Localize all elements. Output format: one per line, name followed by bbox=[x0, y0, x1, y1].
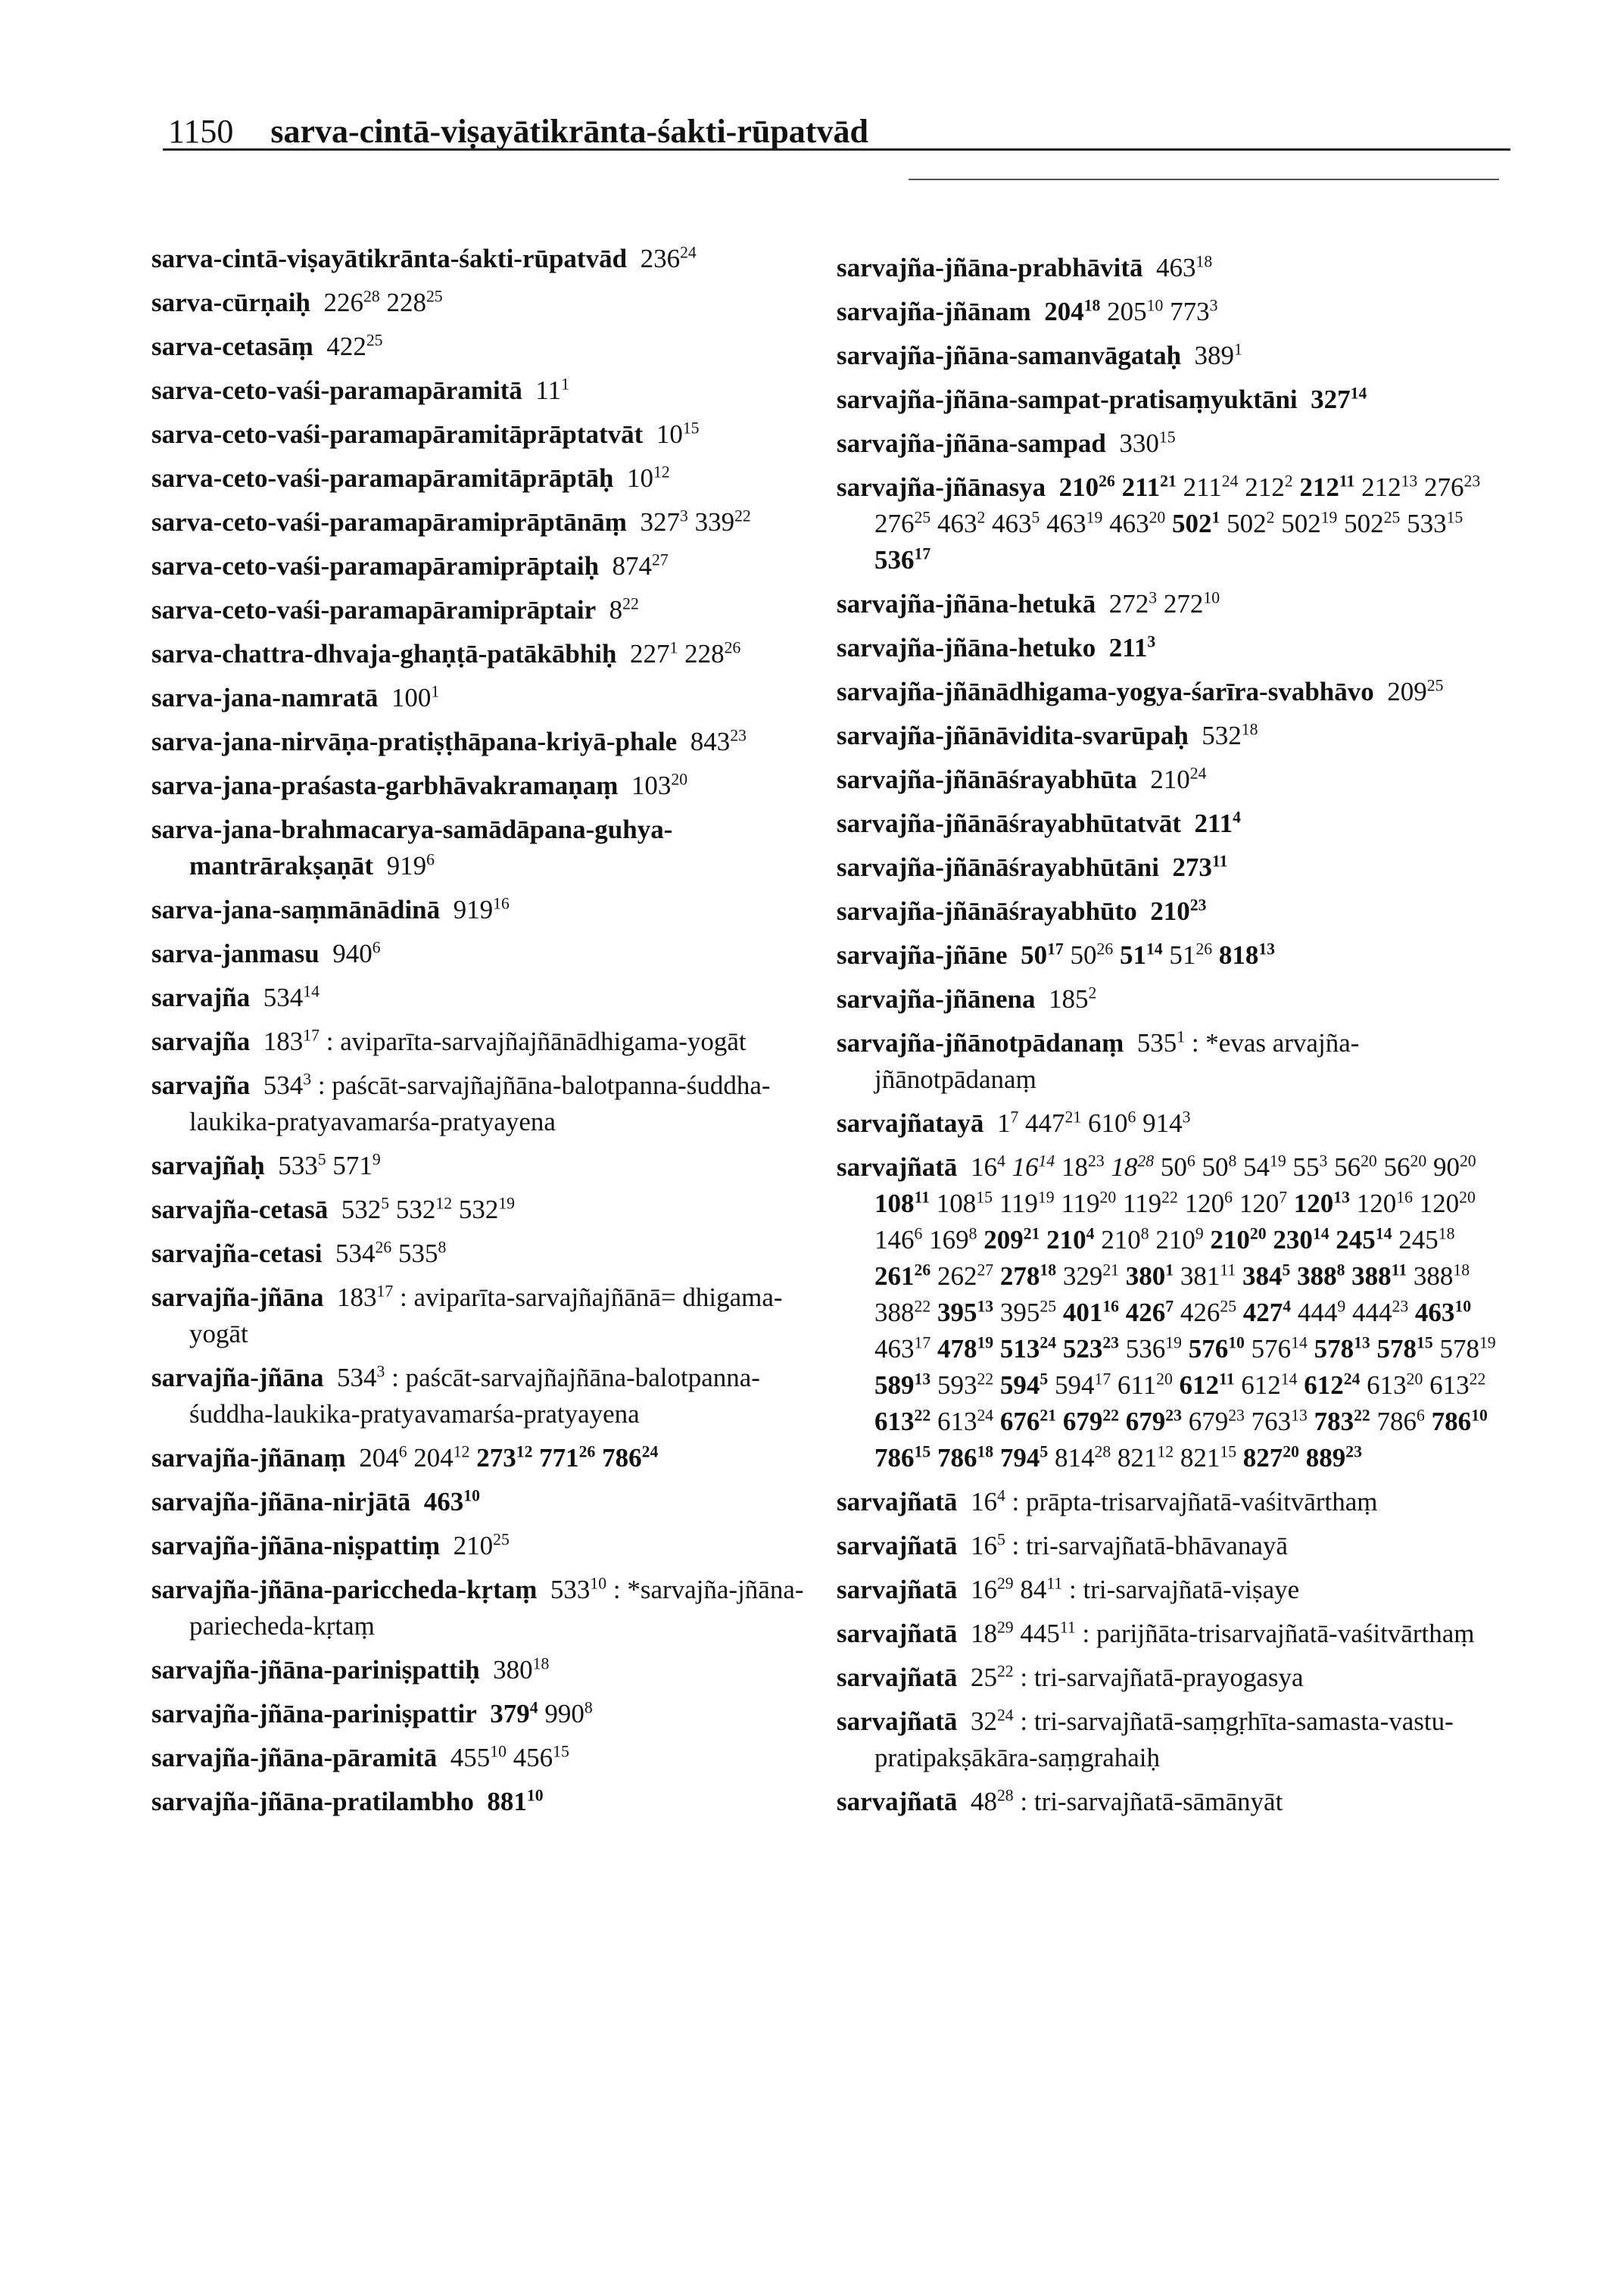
entry-references: $185^2$ bbox=[1049, 983, 1097, 1014]
entry-headword: sarvajña bbox=[151, 983, 251, 1012]
index-entry bbox=[837, 1025, 1510, 1098]
entry-headword: sarvajña-jñāna bbox=[151, 1283, 324, 1312]
entry-references: $327^{14}$ bbox=[1311, 384, 1367, 414]
entry-references: $11^1$ bbox=[535, 375, 569, 405]
entry-headword: sarvajña-jñāna-sampat-pratisaṃyuktāni bbox=[837, 385, 1298, 414]
entry-headword: sarva-jana-praśasta-garbhāvakramaṇaṃ bbox=[151, 771, 619, 800]
index-entry bbox=[837, 718, 1510, 754]
entry-references: $183^{17}$ : aviparīta-sarvajñajñānādhigama-yogāt bbox=[263, 1026, 747, 1056]
header-rule bbox=[163, 148, 1510, 151]
index-entry bbox=[151, 548, 810, 584]
entry-references: $100^1$ bbox=[391, 682, 440, 712]
entry-headword: sarvajña-jñānāśrayabhūto bbox=[837, 896, 1137, 926]
index-entry bbox=[151, 1279, 810, 1352]
entry-references: $10^{15}$ bbox=[656, 419, 700, 449]
entry-headword: sarva-jana-nirvāṇa-pratiṣṭhāpana-kriyā-phale bbox=[151, 727, 678, 756]
entry-headword: sarvajña-cetasā bbox=[151, 1195, 329, 1224]
entry-references: $919^{16}$ bbox=[453, 894, 510, 924]
entry-headword: sarva-janmasu bbox=[151, 939, 320, 968]
entry-headword: sarvajñatā bbox=[837, 1575, 958, 1604]
index-entry bbox=[837, 981, 1510, 1018]
index-entry bbox=[151, 768, 810, 804]
index-entry bbox=[151, 592, 810, 628]
entry-references: $8^{22}$ bbox=[609, 594, 639, 625]
index-entry bbox=[837, 1484, 1510, 1520]
entry-headword: sarvajña bbox=[151, 1071, 251, 1100]
entry-headword: sarvajña-jñānāśrayabhūta bbox=[837, 765, 1137, 794]
index-entry bbox=[151, 1740, 810, 1776]
entry-references: $16^4$ $16^{14}$ $18^{23}$ $18^{28}$ $50^6$ $50^8$ $54^{19}$ $55^3$ $56^{20}$ $56^{20}$ $90^{20}$ $108^{11}$ $108^{15}$ $119^{19}$ $119^{20}$ $119^{22}$ $120^6$ $120^7$ $120^{13}$ $120^{16}$ $120^{20}$ $146^6$ $169^8$ $209^{21}$ $210^4$ $210^8$ $210^9$ $210^{20}$ $230^{14}$ $245^{14}$ $245^{18}$ $261^{26}$ $262^{27}$ $278^{18}$ $329^{21}$ $380^1$ $381^{11}$ $384^5$ $388^8$ $388^{11}$ $388^{18}$ $388^{22}$ $395^{13}$ $395^{25}$ $401^{16}$ $426^7$ $426^{25}$ $427^4$ $444^9$ $444^{23}$ $463^{10}$ $463^{17}$ $478^{19}$ $513^{24}$ $523^{23}$ $536^{19}$ $576^{10}$ $576^{14}$ $578^{13}$ $578^{15}$ $578^{19}$ $589^{13}$ $593^{22}$ $594^5$ $594^{17}$ $611^{20}$ $612^{11}$ $612^{14}$ $612^{24}$ $613^{20}$ $613^{22}$ $613^{22}$ $613^{24}$ $676^{21}$ $679^{22}$ $679^{23}$ $679^{23}$ $763^{13}$ $783^{22}$ $786^6$ $786^{10}$ $786^{15}$ $786^{18}$ $794^5$ $814^{28}$ $821^{12}$ $821^{15}$ $827^{20}$ $889^{23}$ bbox=[874, 1152, 1496, 1473]
entry-headword: sarvajña-jñānam bbox=[837, 297, 1031, 326]
index-entry bbox=[837, 1572, 1510, 1608]
entry-headword: sarva-jana-brahmacarya-samādāpana-guhya-mantrārakṣaṇāt bbox=[151, 815, 673, 881]
page-number: 1150 bbox=[168, 113, 234, 150]
entry-headword: sarvajña-jñānasya bbox=[837, 472, 1046, 502]
entry-headword: sarvajña-jñānāvidita-svarūpaḥ bbox=[837, 721, 1189, 750]
index-entry bbox=[837, 1149, 1510, 1476]
entry-references: $379^4$ $990^8$ bbox=[490, 1698, 593, 1728]
entry-headword: sarva-jana-namratā bbox=[151, 683, 379, 712]
index-entry bbox=[151, 936, 810, 972]
entry-references: $18^{29}$ $445^{11}$ : parijñāta-trisarvajñatā-vaśitvārthaṃ bbox=[970, 1618, 1475, 1648]
entry-headword: sarvajñatā bbox=[837, 1663, 958, 1692]
entry-headword: sarvajña-jñāna-pariccheda-kṛtaṃ bbox=[151, 1575, 538, 1604]
entry-headword: sarvajña-jñāne bbox=[837, 940, 1008, 970]
entry-references: $463^{10}$ bbox=[423, 1486, 480, 1516]
entry-headword: sarvajña-jñāna-hetuko bbox=[837, 633, 1096, 662]
index-entry bbox=[151, 1484, 810, 1520]
entry-references: $103^{20}$ bbox=[631, 770, 688, 800]
entry-headword: sarvajña-jñāna-pariniṣpattiḥ bbox=[151, 1655, 480, 1685]
entry-headword: sarvajña-jñānotpādanaṃ bbox=[837, 1028, 1124, 1058]
index-entry bbox=[837, 1616, 1510, 1652]
index-entry bbox=[837, 937, 1510, 974]
index-entry bbox=[151, 1068, 810, 1140]
index-entry bbox=[837, 469, 1510, 578]
entry-references: $533^{10}$ : *sarvajña-jñāna-pariecheda-kṛtaṃ bbox=[189, 1574, 804, 1641]
index-entry bbox=[151, 812, 810, 884]
entry-references: $874^{27}$ bbox=[612, 550, 669, 581]
header-rule-shadow bbox=[909, 179, 1499, 180]
entry-references: $204^6$ $204^{12}$ $273^{12}$ $771^{26}$ $786^{24}$ bbox=[359, 1442, 659, 1473]
entry-headword: sarvajñaḥ bbox=[151, 1151, 265, 1180]
entry-references: $919^6$ bbox=[386, 850, 435, 881]
entry-references: $236^{24}$ bbox=[640, 243, 697, 273]
index-entry bbox=[151, 1192, 810, 1228]
entry-headword: sarvajña bbox=[151, 1027, 251, 1056]
entry-references: $273^{11}$ bbox=[1172, 852, 1228, 882]
entry-headword: sarvajña-jñāna-prabhāvitā bbox=[837, 253, 1143, 282]
entry-headword: sarvajñatā bbox=[837, 1487, 958, 1516]
index-entry bbox=[151, 1440, 810, 1476]
entry-references: $534^{26}$ $535^8$ bbox=[335, 1238, 447, 1268]
entry-references: $183^{17}$ : aviparīta-sarvajñajñānā= dhigama-yogāt bbox=[189, 1282, 783, 1348]
entry-references: $380^{18}$ bbox=[493, 1654, 550, 1685]
entry-headword: sarvajña-jñānādhigama-yogya-śarīra-svabhāvo bbox=[837, 677, 1374, 706]
entry-headword: sarvajñatā bbox=[837, 1152, 958, 1182]
index-entry bbox=[837, 250, 1510, 286]
index-entry bbox=[151, 892, 810, 928]
index-entry bbox=[151, 1024, 810, 1060]
entry-references: $535^1$ : *evas arvajña-jñānotpādanaṃ bbox=[874, 1027, 1360, 1094]
entry-headword: sarva-ceto-vaśi-paramapāramiprāptair bbox=[151, 595, 597, 625]
index-entry bbox=[151, 460, 810, 497]
entry-headword: sarvajña-jñāna bbox=[151, 1363, 324, 1392]
index-entry bbox=[837, 806, 1510, 842]
entry-headword: sarva-ceto-vaśi-paramapāramitā bbox=[151, 376, 522, 405]
page-header bbox=[168, 112, 868, 151]
entry-references: $1^7$ $447^{21}$ $610^6$ $914^3$ bbox=[996, 1108, 1191, 1138]
entry-references: $204^{18}$ $205^{10}$ $773^3$ bbox=[1044, 296, 1218, 326]
entry-references: $455^{10}$ $456^{15}$ bbox=[450, 1742, 569, 1772]
entry-headword: sarvajña-jñāna-sampad bbox=[837, 429, 1106, 458]
index-entry bbox=[151, 1652, 810, 1688]
entry-references: $16^4$ : prāpta-trisarvajñatā-vaśitvārthaṃ bbox=[970, 1486, 1378, 1516]
index-entry bbox=[837, 1528, 1510, 1564]
entry-headword: sarva-ceto-vaśi-paramapāramiprāptānāṃ bbox=[151, 507, 627, 537]
index-entry bbox=[837, 849, 1510, 886]
entry-headword: sarva-ceto-vaśi-paramapāramiprāptaiḥ bbox=[151, 551, 600, 581]
index-entry bbox=[151, 1696, 810, 1732]
index-entry bbox=[837, 338, 1510, 374]
entry-references: $532^{18}$ bbox=[1202, 720, 1258, 750]
index-entry bbox=[837, 674, 1510, 710]
entry-headword: sarvajña-jñāna-samanvāgataḥ bbox=[837, 341, 1182, 370]
entry-headword: sarvajña-jñāna-nirjātā bbox=[151, 1487, 411, 1516]
entry-references: $210^{25}$ bbox=[453, 1530, 510, 1560]
index-entry bbox=[837, 1784, 1510, 1820]
entry-references: $210^{26}$ $211^{21}$ $211^{24}$ $212^2$ $212^{11}$ $212^{13}$ $276^{23}$ $276^{25}$ $463^2$ $463^5$ $463^{19}$ $463^{20}$ $502^1$ $502^2$ $502^{19}$ $502^{25}$ $533^{15}$ $536^{17}$ bbox=[874, 472, 1481, 575]
index-entry bbox=[151, 980, 810, 1016]
right-column bbox=[837, 250, 1510, 1828]
entry-references: $16^{29}$ $84^{11}$ : tri-sarvajñatā-viṣaye bbox=[970, 1574, 1300, 1604]
index-entry bbox=[151, 1784, 810, 1820]
index-entry bbox=[151, 636, 810, 672]
entry-headword: sarvajña-jñāna-niṣpattiṃ bbox=[151, 1531, 441, 1560]
entry-headword: sarvajñatā bbox=[837, 1706, 958, 1736]
index-entry bbox=[151, 724, 810, 760]
entry-references: $211^3$ bbox=[1108, 632, 1156, 662]
index-entry bbox=[837, 586, 1510, 622]
entry-headword: sarva-chattra-dhvaja-ghaṇṭā-patākābhiḥ bbox=[151, 639, 617, 669]
running-head: sarva-cintā-viṣayātikrānta-śakti-rūpatvād bbox=[270, 113, 868, 150]
entry-headword: sarvajñatā bbox=[837, 1531, 958, 1560]
index-entry bbox=[151, 504, 810, 541]
entry-references: $50^{17}$ $50^{26}$ $51^{14}$ $51^{26}$ $818^{13}$ bbox=[1021, 940, 1275, 970]
entry-headword: sarvajñatayā bbox=[837, 1108, 984, 1138]
index-entry bbox=[151, 1148, 810, 1184]
entry-references: $534^{14}$ bbox=[263, 982, 320, 1012]
entry-references: $32^{24}$ : tri-sarvajñatā-saṃgṛhīta-samasta-vastu-pratipakṣākāra-saṃgrahaiḥ bbox=[874, 1706, 1454, 1772]
index-entry bbox=[837, 294, 1510, 330]
index-entry bbox=[151, 680, 810, 716]
index-entry bbox=[151, 329, 810, 365]
entry-references: $533^5$ $571^9$ bbox=[278, 1150, 381, 1180]
entry-references: $16^5$ : tri-sarvajñatā-bhāvanayā bbox=[970, 1530, 1288, 1560]
entry-references: $209^{25}$ bbox=[1387, 676, 1444, 706]
entry-references: $843^{23}$ bbox=[690, 726, 747, 756]
entry-references: $330^{15}$ bbox=[1119, 428, 1176, 458]
entry-references: $389^1$ bbox=[1194, 340, 1242, 370]
entry-headword: sarvajña-cetasi bbox=[151, 1239, 323, 1268]
index-entry bbox=[151, 285, 810, 321]
entry-references: $463^{18}$ bbox=[1155, 252, 1213, 282]
entry-headword: sarvajñatā bbox=[837, 1787, 958, 1816]
entry-headword: sarva-ceto-vaśi-paramapāramitāprāptatvāt bbox=[151, 419, 644, 449]
index-entry bbox=[837, 893, 1510, 930]
entry-references: $422^{25}$ bbox=[326, 331, 383, 361]
index-entry bbox=[837, 382, 1510, 418]
index-entry bbox=[837, 630, 1510, 666]
entry-references: $327^3$ $339^{22}$ bbox=[640, 506, 751, 537]
index-entry bbox=[151, 1572, 810, 1644]
index-entry bbox=[151, 1528, 810, 1564]
entry-headword: sarvajñatā bbox=[837, 1619, 958, 1648]
index-entry bbox=[837, 1703, 1510, 1776]
entry-references: $211^4$ bbox=[1194, 808, 1241, 838]
entry-headword: sarva-cetasāṃ bbox=[151, 332, 313, 361]
entry-references: $25^{22}$ : tri-sarvajñatā-prayogasya bbox=[970, 1662, 1304, 1692]
index-entry bbox=[151, 1360, 810, 1432]
entry-headword: sarvajña-jñāna-pariniṣpattir bbox=[151, 1699, 477, 1728]
index-entry bbox=[837, 1660, 1510, 1696]
entry-headword: sarvajña-jñānāśrayabhūtāni bbox=[837, 852, 1159, 882]
entry-headword: sarvajña-jñānena bbox=[837, 984, 1036, 1014]
entry-headword: sarvajña-jñānaṃ bbox=[151, 1443, 346, 1473]
entry-headword: sarvajña-jñāna-pratilambho bbox=[151, 1787, 474, 1816]
entry-headword: sarva-cūrṇaiḥ bbox=[151, 288, 310, 317]
entry-references: $10^{12}$ bbox=[626, 463, 670, 493]
entry-references: $881^{10}$ bbox=[487, 1786, 544, 1816]
entry-headword: sarva-ceto-vaśi-paramapāramitāprāptāḥ bbox=[151, 463, 614, 493]
index-entry bbox=[151, 416, 810, 453]
entry-references: $534^3$ : paścāt-sarvajñajñāna-balotpanna-śuddha-laukika-pratyavamarśa-pratyayena bbox=[189, 1070, 771, 1136]
entry-headword: sarvajña-jñāna-hetukā bbox=[837, 589, 1096, 619]
entry-references: $226^{28}$ $228^{25}$ bbox=[323, 287, 443, 317]
entry-references: $227^1$ $228^{26}$ bbox=[630, 638, 741, 669]
index-entry bbox=[151, 241, 810, 277]
left-column bbox=[151, 241, 810, 1828]
index-entry bbox=[837, 762, 1510, 798]
index-entry bbox=[837, 1105, 1510, 1142]
entry-headword: sarva-jana-saṃmānādinā bbox=[151, 895, 441, 924]
entry-references: $210^{24}$ bbox=[1150, 764, 1207, 794]
entry-references: $48^{28}$ : tri-sarvajñatā-sāmānyāt bbox=[970, 1786, 1283, 1816]
entry-references: $534^3$ : paścāt-sarvajñajñāna-balotpanna-śuddha-laukika-pratyavamarśa-pratyayena bbox=[189, 1362, 760, 1429]
entry-references: $210^{23}$ bbox=[1150, 896, 1207, 926]
entry-headword: sarvajña-jñānāśrayabhūtatvāt bbox=[837, 809, 1182, 838]
entry-headword: sarvajña-jñāna-pāramitā bbox=[151, 1743, 438, 1772]
entry-headword: sarva-cintā-viṣayātikrānta-śakti-rūpatvād bbox=[151, 244, 628, 273]
index-entry bbox=[837, 425, 1510, 462]
index-entry bbox=[151, 1236, 810, 1272]
entry-references: $272^3$ $272^{10}$ bbox=[1108, 588, 1220, 619]
entry-references: $532^5$ $532^{12}$ $532^{19}$ bbox=[341, 1194, 515, 1224]
index-entry bbox=[151, 372, 810, 409]
entry-references: $940^6$ bbox=[332, 938, 381, 968]
